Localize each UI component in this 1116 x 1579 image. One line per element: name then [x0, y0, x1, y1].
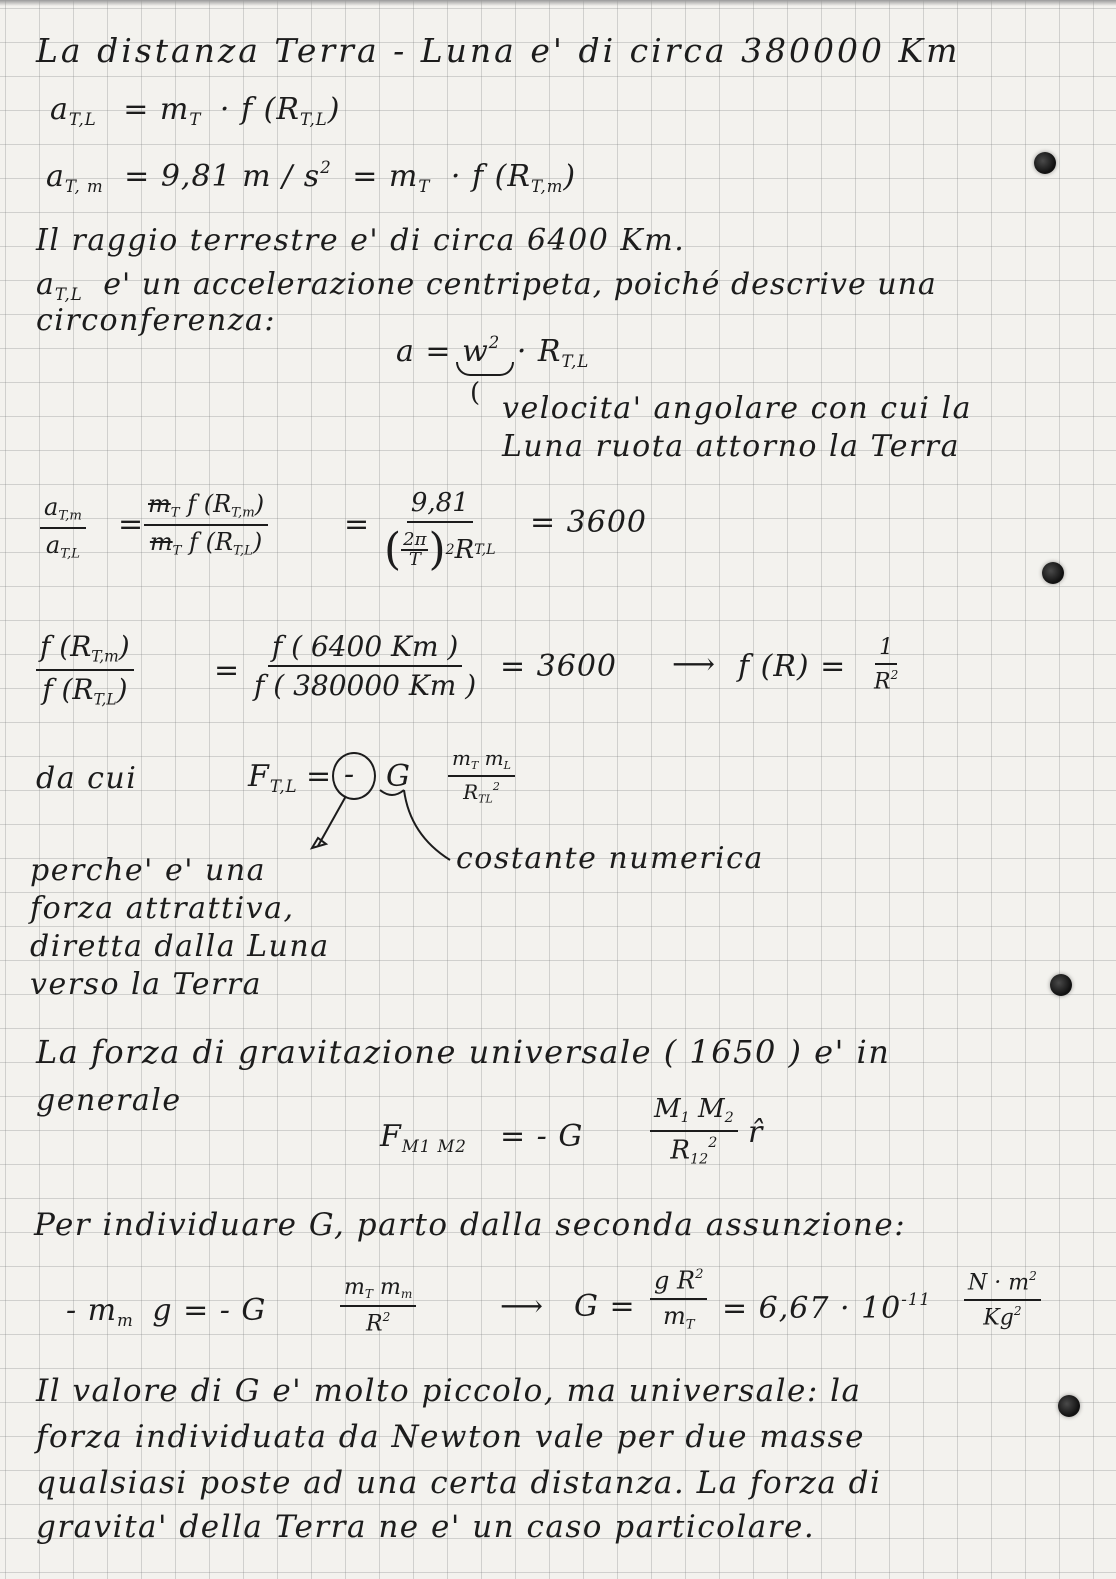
text-line: circonferenza:: [36, 303, 276, 338]
annotation-line: velocita' angolare con cui la: [502, 391, 973, 426]
force-FM1M2: $F_{M1 M2}$: [380, 1119, 467, 1156]
text-line: Il valore di G e' molto piccolo, ma universale: la: [36, 1373, 862, 1409]
equals-sign: =: [306, 759, 333, 794]
text-line: La distanza Terra - Luna e' di circa 380000 Km: [36, 31, 961, 70]
text-line: generale: [36, 1083, 182, 1118]
formula-a-TL: $a_{T,L} = m_T \cdot f$ $(R_{T,L})$: [50, 92, 341, 129]
formula-a-Tm: $a_{T, m} = 9,81$ $m / s^2 = m_T \cdot f$ $(R_{T,m})$: [46, 158, 577, 196]
equals-sign: =: [118, 507, 145, 542]
G-equals: G =: [574, 1289, 636, 1324]
text-line: gravita' della Terra ne e' un caso particolare.: [36, 1509, 816, 1545]
conclusion-fR: f (R) =: [738, 649, 847, 684]
G-value: = $6,67 \cdot 10^{-11}$: [722, 1290, 931, 1327]
text-line: La forza di gravitazione universale ( 1650 ) e' in: [36, 1033, 891, 1071]
annotation-line: Luna ruota attorno la Terra: [502, 429, 961, 464]
fraction-gR2-mT: $\frac{g R^2}{m_T}$: [650, 1268, 707, 1332]
annotation-line: perche' e' una: [30, 853, 267, 888]
formula-centripetal: $a = w^2 \cdot R_{T,L}$: [396, 333, 590, 371]
fraction-value: 9,81 ( 2π T ) 2 R T,L: [384, 488, 496, 576]
fraction-mT-mL: $m_T$ $m_L$ $R_{TL}^2$: [448, 748, 515, 806]
fraction-mf-ratio: $\frac{m_T f (R_{T,m})}{m_T f (R_{T,L})}$: [144, 492, 268, 559]
annotation-line: diretta dalla Luna: [30, 929, 330, 964]
text-line: qualsiasi poste ad una certa distanza. La forza di: [36, 1465, 882, 1501]
equals-minus-G: = - G: [500, 1119, 584, 1154]
fraction-f-distances: $\frac{f ( 6400 Km )}{f ( 380000 Km )}$: [254, 630, 477, 703]
arrow-icon: ⟶: [500, 1289, 545, 1324]
fraction-units: $\frac{N \cdot m^2}{Kg^2}$: [964, 1270, 1041, 1330]
gravity-constant-G: G: [386, 759, 411, 794]
text-line: Il raggio terrestre e' di circa 6400 Km.: [36, 223, 686, 258]
formula-mg: - $m_m$ g = - G: [66, 1293, 267, 1330]
brace-stem: (: [470, 378, 482, 408]
text-line: Per individuare G, parto dalla seconda assunzione:: [34, 1207, 907, 1243]
result-3600: = 3600: [500, 649, 618, 684]
fraction-1-over-R2: $\frac{1}{R^2}$: [874, 635, 899, 695]
arrow-icon: ⟶: [672, 647, 717, 682]
text-line: $a_{T,L}$ e' un accelerazione centripeta, poiché descrive una: [36, 267, 937, 304]
annotation-line: forza attrattiva,: [30, 891, 295, 926]
fraction-mT-mm: $\frac{m_T m_m}{R^2}$: [340, 1276, 416, 1336]
fraction-M1-M2: $\frac{M_1 M_2}{R_{12}^2}$: [650, 1096, 738, 1167]
force-FTL: $F_{T,L}$: [248, 759, 298, 796]
unit-vector-r: r̂: [748, 1115, 764, 1150]
result-3600: = 3600: [530, 505, 648, 540]
text-line: da cui: [36, 761, 138, 796]
minus-sign: -: [344, 757, 356, 792]
equals-sign: =: [344, 507, 371, 542]
equals-sign: =: [214, 653, 241, 688]
annotation-const: costante numerica: [456, 841, 764, 876]
fraction-a-ratio: $\frac{a_{T,m}}{a_{T,L}}$: [40, 495, 86, 562]
fraction-f-ratio: $\frac{f (R_{T,m})}{f (R_{T,L})}$: [36, 632, 134, 707]
text-line: forza individuata da Newton vale per due masse: [36, 1419, 865, 1455]
annotation-line: verso la Terra: [30, 967, 263, 1002]
